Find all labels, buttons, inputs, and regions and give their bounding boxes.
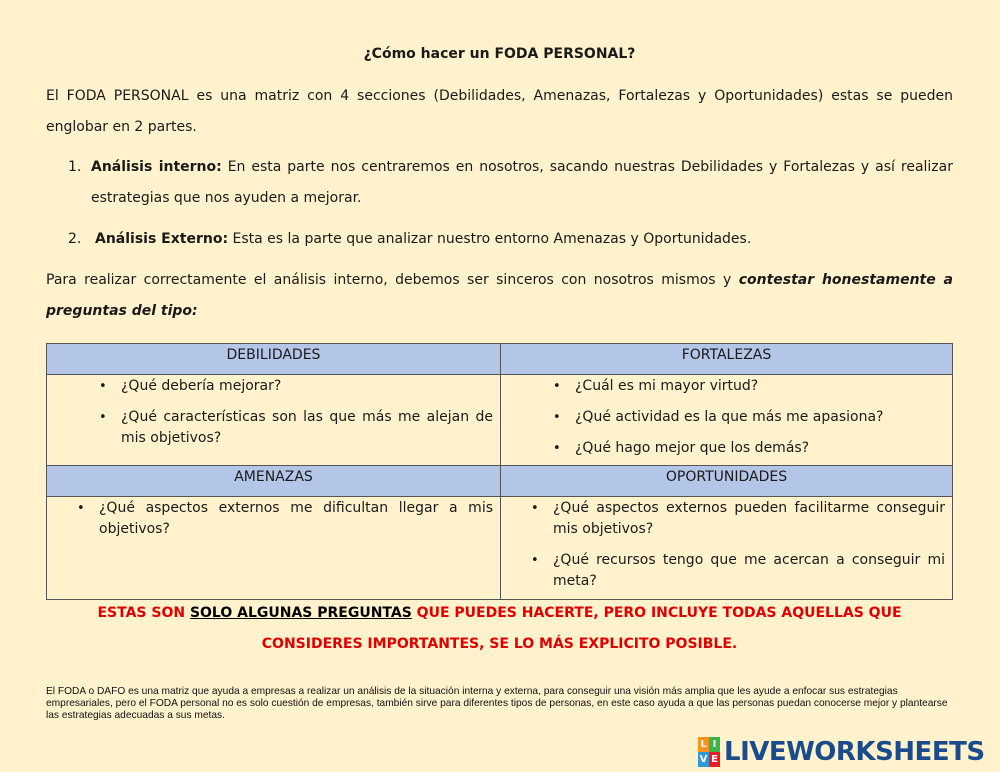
warning-text: ESTAS SON [97,605,190,621]
logo-letter: L [698,737,709,752]
table-header-row [47,344,953,375]
header-oportunidades: OPORTUNIDADES [501,466,953,497]
list-label: Análisis Externo: [95,231,229,247]
warning-note [46,598,953,660]
list-text: Esta es la parte que analizar nuestro entorno Amenazas y Oportunidades. [228,231,752,247]
question-item: • ¿Qué debería mejorar? [121,376,493,397]
header-debilidades: DEBILIDADES [47,344,501,375]
list-number: 2. [68,231,82,247]
list-number: 1. [68,159,82,175]
intro-paragraph: El FODA PERSONAL es una matriz con 4 secciones (Debilidades, Amenazas, Fortalezas y Oportunidades) estas se pueden englobar en 2 partes. [46,88,953,135]
list-body [91,152,953,214]
cell-debilidades [47,375,501,466]
warning-underlined: SOLO ALGUNAS PREGUNTAS [189,605,412,621]
cell-fortalezas [501,375,953,466]
question-item: • ¿Qué aspectos externos me dificultan llegar a mis objetivos? [99,498,493,540]
question-item: • ¿Qué aspectos externos pueden facilitarme conseguir mis objetivos? [553,498,945,540]
logo-letter: I [709,737,720,752]
header-amenazas: AMENAZAS [47,466,501,497]
question-item: • ¿Qué características son las que más me alejan de mis objetivos? [121,407,493,449]
list-label: Análisis interno: [91,159,222,175]
cell-amenazas [47,497,501,600]
logo-letter: E [709,752,720,767]
instructions-text: Para realizar correctamente el análisis interno, debemos ser sinceros con nosotros mismos y [46,272,739,288]
logo-text: LIVEWORKSHEETS [724,737,985,767]
logo-letter: V [699,754,708,765]
logo-badge-icon [698,737,720,767]
foda-table [46,343,953,600]
liveworksheets-logo [698,736,985,768]
table-row [47,497,953,600]
question-item: • ¿Qué actividad es la que más me apasiona? [575,407,945,428]
cell-oportunidades [501,497,953,600]
table-header-row [47,466,953,497]
question-item: • ¿Qué recursos tengo que me acercan a conseguir mi meta? [553,550,945,592]
list-item-internal [68,152,953,206]
warning-text: QUE PUEDES HACERTE, PERO INCLUYE TODAS AQUELLAS QUE CONSIDERES IMPORTANTES, SE LO MÁS EXPLICITO POSIBLE. [261,605,902,652]
list-text: En esta parte nos centraremos en nosotros, sacando nuestras Debilidades y Fortalezas y así realizar estrategias que nos ayuden a mejorar. [91,159,953,206]
page-title: ¿Cómo hacer un FODA PERSONAL? [363,46,636,62]
list-item-external [68,224,953,255]
question-item: • ¿Qué hago mejor que los demás? [575,438,945,459]
list-body [95,224,953,255]
instructions-emphasis: contestar honestamente a preguntas del tipo: [46,272,954,319]
footnote: El FODA o DAFO es una matriz que ayuda a empresas a realizar un análisis de la situación interna y externa, para conseguir una visión más amplia que les ayude a enfocar sus estrategias empresariales, pero el FODA personal no es solo cuestión de empresas, también sirve para diferentes tipos de personas, en este caso ayuda a que las personas puedan conocerse mejor y plantearse las estrategias adecuadas a sus metas. [46,686,948,721]
header-fortalezas: FORTALEZAS [501,344,953,375]
instructions-paragraph [46,265,953,327]
table-row [47,375,953,466]
question-item: • ¿Cuál es mi mayor virtud? [575,376,945,397]
